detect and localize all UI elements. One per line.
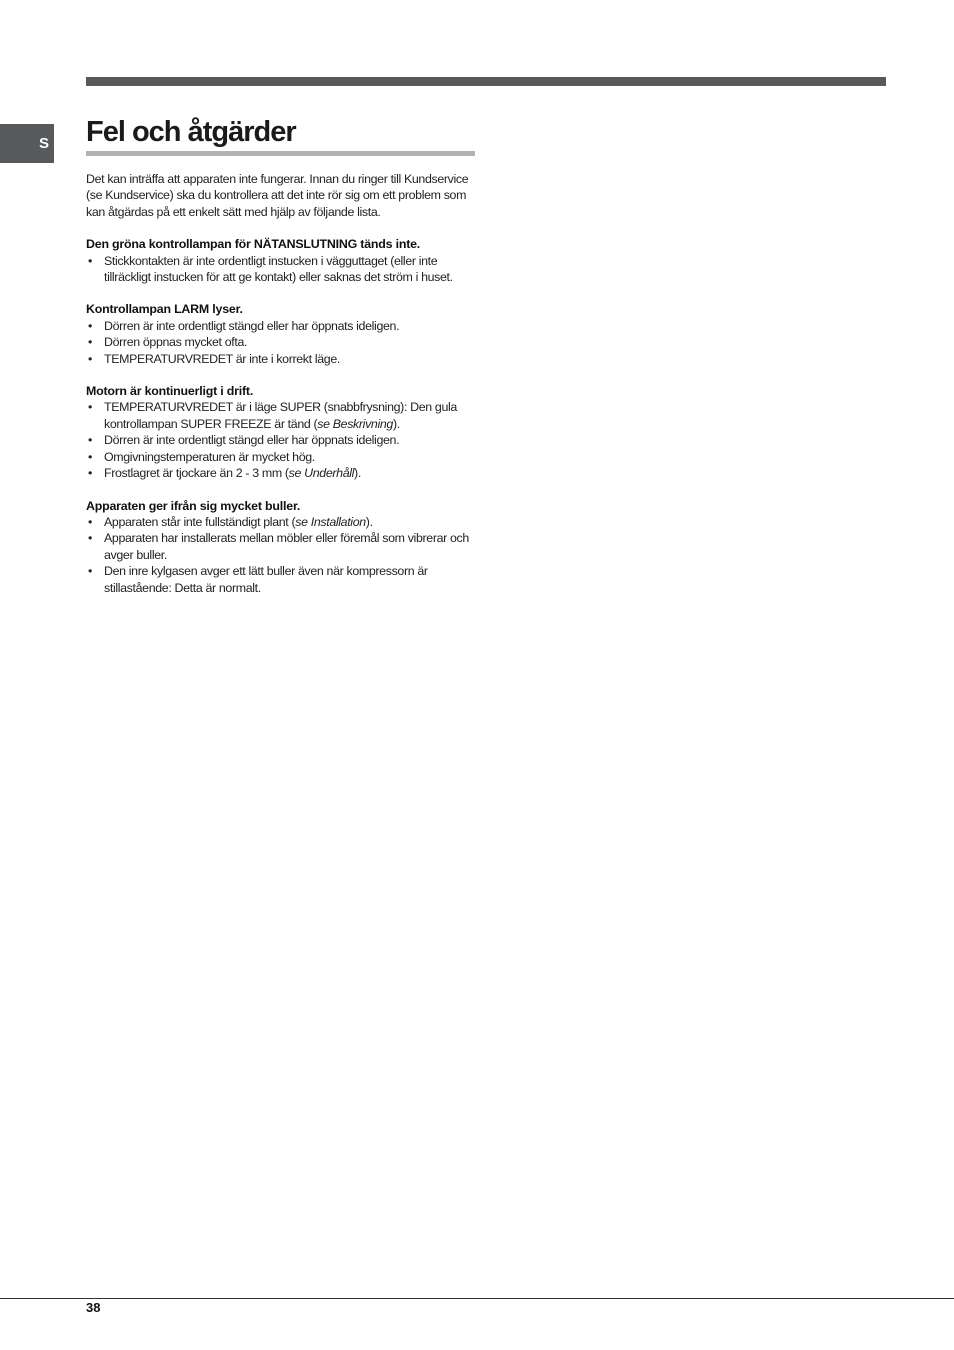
item-text: Den inre kylgasen avger ett lätt buller även när kompressorn är stillastående: Detta är normalt.	[104, 564, 428, 595]
language-tab: S	[0, 124, 54, 163]
section-list-noise	[86, 514, 478, 596]
item-text-suffix: ).	[354, 466, 361, 481]
section-heading-noise: Apparaten ger ifrån sig mycket buller.	[86, 498, 301, 513]
item-text: Dörren öppnas mycket ofta.	[104, 335, 248, 350]
list-item	[86, 399, 478, 432]
item-text-suffix: ).	[365, 514, 373, 529]
title-underline	[86, 151, 475, 156]
list-item	[86, 465, 478, 481]
section-heading-alarm-lamp: Kontrollampan LARM lyser.	[86, 302, 243, 317]
list-item	[86, 334, 478, 350]
header-bar	[86, 77, 886, 86]
list-item	[86, 530, 478, 563]
section-heading-motor: Motorn är kontinuerligt i drift.	[86, 384, 254, 399]
item-text: Apparaten har installerats mellan möbler eller föremål som vibrerar och avger buller.	[104, 531, 469, 562]
item-text-suffix: ).	[392, 416, 400, 431]
list-item	[86, 351, 478, 367]
item-text: Omgivningstemperaturen är mycket hög.	[104, 449, 315, 464]
intro-paragraph: Det kan inträffa att apparaten inte fungerar. Innan du ringer till Kundservice (se Kundservice) ska du kontrollera att det inte rör sig om ett problem som kan åtgärdas på ett enkelt sätt med hjälp av följande lista.	[86, 172, 469, 219]
item-reference: se Beskrivning	[317, 416, 393, 431]
list-item	[86, 432, 478, 448]
footer-rule	[0, 1298, 954, 1299]
item-text: Dörren är inte ordentligt stängd eller har öppnats ideligen.	[104, 318, 400, 333]
item-text: Dörren är inte ordentligt stängd eller har öppnats ideligen.	[104, 433, 400, 448]
list-item	[86, 563, 478, 596]
page-number: 38	[86, 1300, 101, 1315]
item-text: Frostlagret är tjockare än 2 - 3 mm (	[104, 466, 289, 481]
section-list-alarm-lamp	[86, 318, 478, 367]
item-reference: se Underhåll	[288, 466, 355, 481]
section-heading-power-lamp: Den gröna kontrollampan för NÄTANSLUTNING tänds inte.	[86, 237, 421, 252]
list-item	[86, 449, 478, 465]
section-list-motor	[86, 399, 478, 481]
section-list-power-lamp	[86, 253, 478, 286]
main-content	[86, 171, 478, 612]
item-reference: se Installation	[295, 514, 366, 529]
item-text: Stickkontakten är inte ordentligt instucken i vägguttaget (eller inte tillräckligt instucken för att ge kontakt) eller saknas det ström i huset.	[104, 253, 453, 285]
page-title: Fel och åtgärder	[86, 116, 296, 148]
item-text: TEMPERATURVREDET är inte i korrekt läge.	[104, 351, 340, 366]
list-item	[86, 253, 478, 286]
list-item	[86, 514, 478, 530]
item-text: Apparaten står inte fullständigt plant (	[104, 514, 296, 529]
list-item	[86, 318, 478, 334]
item-text: TEMPERATURVREDET är i läge SUPER (snabbfrysning): Den gula kontrollampan SUPER FREEZE är tänd (	[104, 400, 457, 431]
